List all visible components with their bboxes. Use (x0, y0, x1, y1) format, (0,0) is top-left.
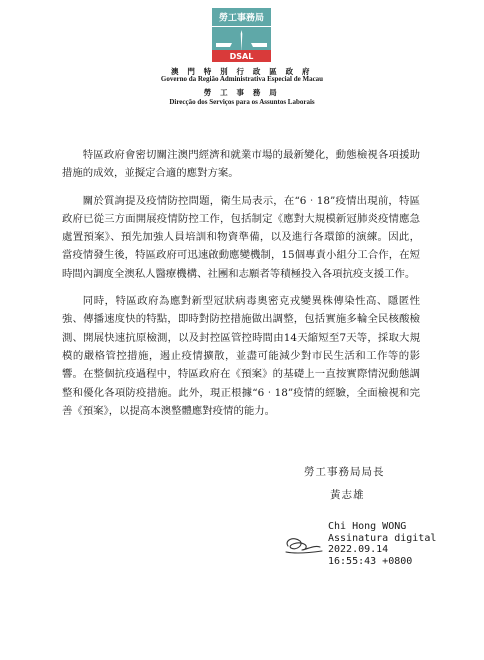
letter-body (62, 146, 420, 429)
gov-name-zh: 澳 門 特 別 行 政 區 政 府 (171, 67, 313, 76)
digital-signature-stamp (328, 521, 436, 567)
stamp-date: 2022.09.14 (328, 544, 389, 555)
signature-scribble-icon (282, 532, 324, 558)
logo-wing-right (251, 43, 267, 47)
paragraph: 特區政府會密切關注澳門經濟和就業市場的最新變化，動態檢視各項援助措施的成效，並擬定合適的應對方案。 (62, 149, 420, 180)
dept-name-zh: 勞 工 事 務 局 (203, 88, 281, 97)
logo-abbr: DSAL (229, 52, 254, 61)
dsal-logo (212, 8, 271, 62)
stamp-signer: Chi Hong WONG (328, 521, 407, 532)
dept-name-pt: Direcção dos Serviços para os Assuntos Laborais (169, 98, 315, 106)
signer-name: 黃志雄 (330, 489, 365, 501)
paragraph: 同時，特區政府為應對新型冠狀病毒奧密克戎變異株傳染性高、隱匿性強、傳播速度快的特點，即時對防控措施做出調整，包括實施多輪全民核酸檢測、開展快速抗原檢測，以及封控區管控時間由14天縮短至7天等，採取大規模的嚴格管控措施，遏止疫情擴散，並盡可能減少對市民生活和工作等的影響。在整個抗疫過程中，特區政府在《預案》的基礎上一直按實際情況動態調整和優化各項防疫措施。此外，現正根據“6‧18”疫情的經驗，全面檢視和完善《預案》，以提高本澳整體應對疫情的能力。 (62, 295, 420, 417)
stamp-label: Assinatura digital (328, 532, 437, 544)
signer-title: 勞工事務局局長 (304, 466, 385, 478)
logo-text: 勞工事務局 (218, 13, 265, 24)
logo-wing-left (216, 43, 232, 47)
stamp-time: 16:55:43 +0800 (328, 555, 413, 567)
gov-name-pt: Governo da Região Administrativa Especial de Macau (160, 75, 324, 83)
paragraph: 關於質詢提及疫情防控問題，衛生局表示，在“6‧18”疫情出現前，特區政府已從三方面開展疫情防控工作，包括制定《應對大規模新冠肺炎疫情應急處置預案》、預先加強人員培訓和物資準備，以及進行各環節的演練。因此，當疫情發生後，特區政府可迅速啟動應變機制，15個專責小組分工合作，在短時間內調度全澳私人醫療機構、社團和志願者等積極投入各項抗疫支援工作。 (62, 194, 420, 280)
